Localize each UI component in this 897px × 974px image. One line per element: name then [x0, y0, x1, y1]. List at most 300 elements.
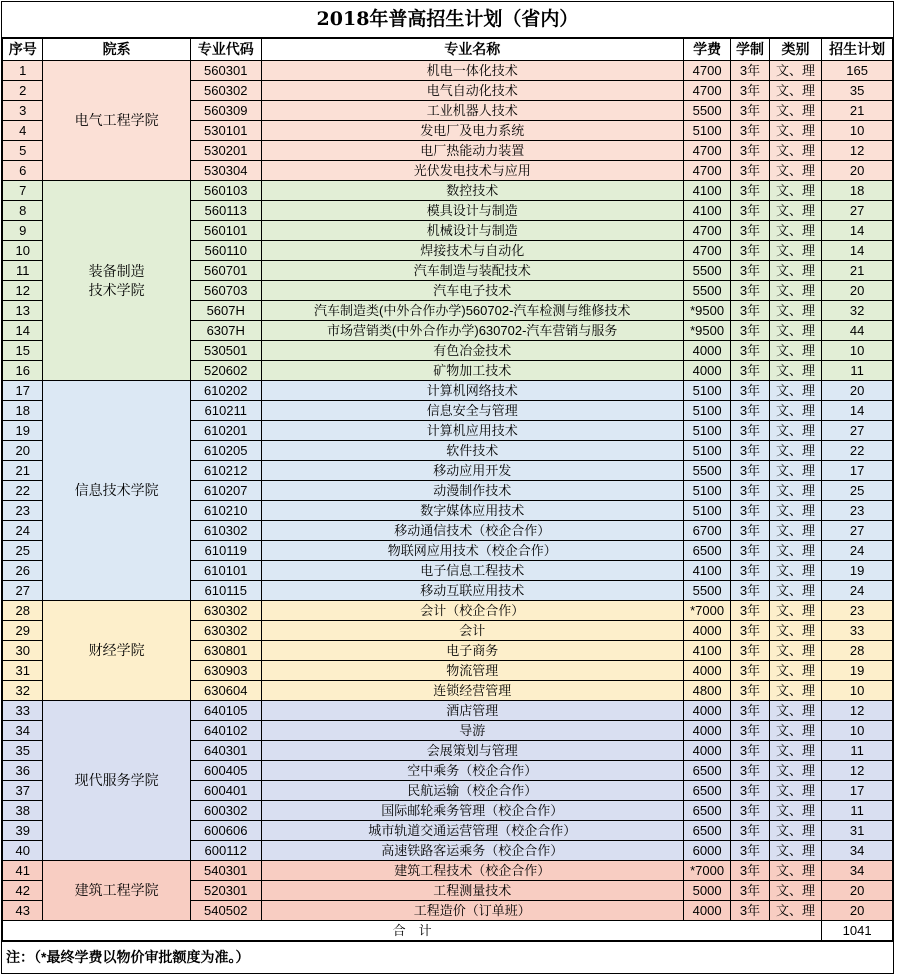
row-major-name: 市场营销类(中外合作办学)630702-汽车营销与服务	[261, 321, 683, 341]
row-system: 3年	[731, 181, 769, 201]
row-code: 610202	[190, 381, 261, 401]
department-name: 建筑工程学院	[74, 882, 159, 898]
row-major-name: 物流管理	[261, 661, 683, 681]
row-category: 文、理	[769, 241, 822, 261]
row-system: 3年	[731, 541, 769, 561]
fee-note: 注：（*最终学费以物价审批额度为准。）	[2, 941, 893, 973]
row-major-name: 机械设计与制造	[261, 221, 683, 241]
row-major-name: 移动应用开发	[261, 461, 683, 481]
department-cell	[43, 701, 190, 861]
row-plan: 28	[822, 641, 893, 661]
row-fee: 5500	[683, 581, 730, 601]
row-seq: 28	[3, 601, 43, 621]
row-fee: 4100	[683, 201, 730, 221]
department-name: 技术学院	[88, 281, 145, 298]
row-code: 560701	[190, 261, 261, 281]
row-seq: 4	[3, 121, 43, 141]
row-system: 3年	[731, 501, 769, 521]
row-seq: 30	[3, 641, 43, 661]
row-major-name: 汽车制造类(中外合作办学)560702-汽车检测与维修技术	[261, 301, 683, 321]
row-category: 文、理	[769, 381, 822, 401]
row-category: 文、理	[769, 281, 822, 301]
row-fee: 4100	[683, 181, 730, 201]
header-fee: 学费	[683, 39, 730, 61]
row-code: 520602	[190, 361, 261, 381]
row-fee: 4100	[683, 561, 730, 581]
row-plan: 34	[822, 861, 893, 881]
row-plan: 11	[822, 361, 893, 381]
row-category: 文、理	[769, 801, 822, 821]
row-plan: 20	[822, 281, 893, 301]
department-name: 电气工程学院	[74, 112, 159, 128]
row-category: 文、理	[769, 681, 822, 701]
row-major-name: 焊接技术与自动化	[261, 241, 683, 261]
row-major-name: 会计	[261, 621, 683, 641]
row-seq: 9	[3, 221, 43, 241]
row-system: 3年	[731, 661, 769, 681]
row-category: 文、理	[769, 541, 822, 561]
row-seq: 43	[3, 901, 43, 921]
row-seq: 5	[3, 141, 43, 161]
row-plan: 11	[822, 741, 893, 761]
row-system: 3年	[731, 801, 769, 821]
row-plan: 20	[822, 901, 893, 921]
row-category: 文、理	[769, 261, 822, 281]
row-seq: 21	[3, 461, 43, 481]
row-plan: 31	[822, 821, 893, 841]
row-system: 3年	[731, 461, 769, 481]
row-category: 文、理	[769, 561, 822, 581]
department-name: 信息技术学院	[74, 482, 159, 498]
row-system: 3年	[731, 401, 769, 421]
row-system: 3年	[731, 161, 769, 181]
row-fee: 4000	[683, 721, 730, 741]
row-category: 文、理	[769, 861, 822, 881]
row-system: 3年	[731, 261, 769, 281]
row-major-name: 计算机网络技术	[261, 381, 683, 401]
row-seq: 31	[3, 661, 43, 681]
row-system: 3年	[731, 281, 769, 301]
row-fee: 6500	[683, 761, 730, 781]
row-plan: 27	[822, 421, 893, 441]
row-major-name: 酒店管理	[261, 701, 683, 721]
row-system: 3年	[731, 581, 769, 601]
row-major-name: 汽车制造与装配技术	[261, 261, 683, 281]
row-seq: 24	[3, 521, 43, 541]
row-system: 3年	[731, 241, 769, 261]
row-major-name: 发电厂及电力系统	[261, 121, 683, 141]
table-row	[3, 61, 893, 81]
row-fee: 4000	[683, 741, 730, 761]
row-system: 3年	[731, 521, 769, 541]
department-cell	[43, 861, 190, 921]
row-seq: 6	[3, 161, 43, 181]
sheet-title: 2018年普高招生计划（省内）	[2, 2, 893, 38]
row-code: 640102	[190, 721, 261, 741]
row-fee: 4000	[683, 661, 730, 681]
row-plan: 17	[822, 461, 893, 481]
row-code: 560103	[190, 181, 261, 201]
row-system: 3年	[731, 761, 769, 781]
row-plan: 24	[822, 581, 893, 601]
row-major-name: 民航运输（校企合作）	[261, 781, 683, 801]
row-fee: 5100	[683, 481, 730, 501]
row-category: 文、理	[769, 181, 822, 201]
row-category: 文、理	[769, 761, 822, 781]
row-major-name: 连锁经营管理	[261, 681, 683, 701]
row-fee: 4700	[683, 221, 730, 241]
row-major-name: 工程测量技术	[261, 881, 683, 901]
row-code: 530304	[190, 161, 261, 181]
row-seq: 10	[3, 241, 43, 261]
row-seq: 34	[3, 721, 43, 741]
row-category: 文、理	[769, 481, 822, 501]
header-system: 学制	[731, 39, 769, 61]
row-category: 文、理	[769, 901, 822, 921]
row-system: 3年	[731, 561, 769, 581]
row-major-name: 模具设计与制造	[261, 201, 683, 221]
row-code: 610210	[190, 501, 261, 521]
row-seq: 27	[3, 581, 43, 601]
row-plan: 12	[822, 761, 893, 781]
row-fee: *7000	[683, 601, 730, 621]
row-code: 6307H	[190, 321, 261, 341]
row-system: 3年	[731, 721, 769, 741]
row-major-name: 电子商务	[261, 641, 683, 661]
row-system: 3年	[731, 901, 769, 921]
row-fee: 4000	[683, 901, 730, 921]
row-seq: 38	[3, 801, 43, 821]
header-row	[3, 39, 893, 61]
row-system: 3年	[731, 361, 769, 381]
row-category: 文、理	[769, 521, 822, 541]
row-category: 文、理	[769, 641, 822, 661]
row-fee: 5100	[683, 121, 730, 141]
row-code: 610207	[190, 481, 261, 501]
row-plan: 14	[822, 401, 893, 421]
row-system: 3年	[731, 841, 769, 861]
row-seq: 23	[3, 501, 43, 521]
row-category: 文、理	[769, 741, 822, 761]
row-code: 600112	[190, 841, 261, 861]
row-major-name: 会展策划与管理	[261, 741, 683, 761]
row-major-name: 导游	[261, 721, 683, 741]
header-name: 专业名称	[261, 39, 683, 61]
row-category: 文、理	[769, 401, 822, 421]
row-seq: 15	[3, 341, 43, 361]
row-system: 3年	[731, 441, 769, 461]
row-plan: 22	[822, 441, 893, 461]
row-category: 文、理	[769, 721, 822, 741]
row-fee: 6500	[683, 541, 730, 561]
row-code: 610302	[190, 521, 261, 541]
row-major-name: 电气自动化技术	[261, 81, 683, 101]
row-system: 3年	[731, 821, 769, 841]
row-seq: 37	[3, 781, 43, 801]
row-system: 3年	[731, 61, 769, 81]
row-plan: 32	[822, 301, 893, 321]
header-code: 专业代码	[190, 39, 261, 61]
row-system: 3年	[731, 861, 769, 881]
row-seq: 13	[3, 301, 43, 321]
row-code: 520301	[190, 881, 261, 901]
row-fee: 6500	[683, 781, 730, 801]
row-fee: 6700	[683, 521, 730, 541]
row-code: 530501	[190, 341, 261, 361]
row-category: 文、理	[769, 161, 822, 181]
row-plan: 35	[822, 81, 893, 101]
row-fee: 5100	[683, 381, 730, 401]
row-code: 600302	[190, 801, 261, 821]
table-row	[3, 701, 893, 721]
row-category: 文、理	[769, 881, 822, 901]
row-major-name: 动漫制作技术	[261, 481, 683, 501]
row-seq: 11	[3, 261, 43, 281]
row-major-name: 高速铁路客运乘务（校企合作）	[261, 841, 683, 861]
row-system: 3年	[731, 741, 769, 761]
row-plan: 24	[822, 541, 893, 561]
row-fee: 5500	[683, 101, 730, 121]
row-seq: 33	[3, 701, 43, 721]
row-code: 610119	[190, 541, 261, 561]
row-code: 560302	[190, 81, 261, 101]
row-plan: 10	[822, 121, 893, 141]
row-category: 文、理	[769, 361, 822, 381]
row-code: 560110	[190, 241, 261, 261]
header-plan: 招生计划	[822, 39, 893, 61]
department-cell	[43, 601, 190, 701]
row-seq: 35	[3, 741, 43, 761]
row-seq: 36	[3, 761, 43, 781]
row-code: 610205	[190, 441, 261, 461]
row-fee: 4700	[683, 161, 730, 181]
row-plan: 18	[822, 181, 893, 201]
row-code: 560309	[190, 101, 261, 121]
row-fee: 4700	[683, 241, 730, 261]
row-major-name: 机电一体化技术	[261, 61, 683, 81]
row-code: 560301	[190, 61, 261, 81]
row-fee: 4000	[683, 361, 730, 381]
row-code: 640301	[190, 741, 261, 761]
row-major-name: 移动互联应用技术	[261, 581, 683, 601]
row-fee: 4700	[683, 81, 730, 101]
row-fee: 4000	[683, 341, 730, 361]
row-fee: 5100	[683, 401, 730, 421]
row-code: 610115	[190, 581, 261, 601]
row-code: 630302	[190, 601, 261, 621]
row-plan: 20	[822, 881, 893, 901]
header-dept: 院系	[43, 39, 190, 61]
row-code: 610101	[190, 561, 261, 581]
row-category: 文、理	[769, 821, 822, 841]
row-major-name: 空中乘务（校企合作）	[261, 761, 683, 781]
row-major-name: 物联网应用技术（校企合作）	[261, 541, 683, 561]
row-major-name: 矿物加工技术	[261, 361, 683, 381]
row-plan: 44	[822, 321, 893, 341]
row-category: 文、理	[769, 61, 822, 81]
row-plan: 23	[822, 601, 893, 621]
row-system: 3年	[731, 81, 769, 101]
row-system: 3年	[731, 141, 769, 161]
row-category: 文、理	[769, 221, 822, 241]
row-major-name: 数字媒体应用技术	[261, 501, 683, 521]
row-fee: 4700	[683, 61, 730, 81]
row-code: 600401	[190, 781, 261, 801]
row-code: 610201	[190, 421, 261, 441]
row-category: 文、理	[769, 421, 822, 441]
row-category: 文、理	[769, 441, 822, 461]
row-system: 3年	[731, 381, 769, 401]
row-fee: 5500	[683, 281, 730, 301]
row-system: 3年	[731, 101, 769, 121]
row-seq: 40	[3, 841, 43, 861]
row-plan: 21	[822, 101, 893, 121]
row-category: 文、理	[769, 601, 822, 621]
row-plan: 27	[822, 201, 893, 221]
row-code: 630604	[190, 681, 261, 701]
row-major-name: 有色冶金技术	[261, 341, 683, 361]
row-code: 530101	[190, 121, 261, 141]
row-major-name: 城市轨道交通运营管理（校企合作）	[261, 821, 683, 841]
row-fee: 4700	[683, 141, 730, 161]
row-category: 文、理	[769, 841, 822, 861]
row-category: 文、理	[769, 461, 822, 481]
row-major-name: 工程造价（订单班）	[261, 901, 683, 921]
row-system: 3年	[731, 341, 769, 361]
row-seq: 2	[3, 81, 43, 101]
row-fee: 5500	[683, 261, 730, 281]
row-system: 3年	[731, 881, 769, 901]
row-major-name: 计算机应用技术	[261, 421, 683, 441]
row-major-name: 电厂热能动力装置	[261, 141, 683, 161]
department-name: 装备制造	[88, 262, 145, 279]
table-row	[3, 601, 893, 621]
row-major-name: 建筑工程技术（校企合作）	[261, 861, 683, 881]
row-code: 540301	[190, 861, 261, 881]
row-system: 3年	[731, 681, 769, 701]
row-fee: 4000	[683, 621, 730, 641]
row-category: 文、理	[769, 781, 822, 801]
row-code: 600606	[190, 821, 261, 841]
row-seq: 41	[3, 861, 43, 881]
row-seq: 17	[3, 381, 43, 401]
row-plan: 17	[822, 781, 893, 801]
row-system: 3年	[731, 481, 769, 501]
row-plan: 25	[822, 481, 893, 501]
row-system: 3年	[731, 781, 769, 801]
row-seq: 14	[3, 321, 43, 341]
row-category: 文、理	[769, 301, 822, 321]
row-system: 3年	[731, 301, 769, 321]
row-major-name: 移动通信技术（校企合作）	[261, 521, 683, 541]
row-seq: 19	[3, 421, 43, 441]
department-name: 财经学院	[88, 642, 145, 658]
row-code: 640105	[190, 701, 261, 721]
table-row	[3, 861, 893, 881]
row-fee: *7000	[683, 861, 730, 881]
total-row	[3, 921, 893, 941]
row-fee: 6500	[683, 821, 730, 841]
row-category: 文、理	[769, 501, 822, 521]
row-category: 文、理	[769, 701, 822, 721]
row-system: 3年	[731, 201, 769, 221]
row-seq: 42	[3, 881, 43, 901]
row-seq: 12	[3, 281, 43, 301]
row-fee: *9500	[683, 321, 730, 341]
row-plan: 14	[822, 221, 893, 241]
row-plan: 34	[822, 841, 893, 861]
row-category: 文、理	[769, 201, 822, 221]
row-code: 630801	[190, 641, 261, 661]
row-system: 3年	[731, 221, 769, 241]
row-category: 文、理	[769, 341, 822, 361]
row-code: 610211	[190, 401, 261, 421]
row-system: 3年	[731, 121, 769, 141]
row-code: 560703	[190, 281, 261, 301]
table-row	[3, 181, 893, 201]
row-seq: 26	[3, 561, 43, 581]
row-system: 3年	[731, 421, 769, 441]
row-plan: 10	[822, 721, 893, 741]
row-seq: 29	[3, 621, 43, 641]
row-category: 文、理	[769, 121, 822, 141]
row-plan: 20	[822, 161, 893, 181]
header-seq: 序号	[3, 39, 43, 61]
row-plan: 12	[822, 701, 893, 721]
row-code: 630302	[190, 621, 261, 641]
row-fee: 5100	[683, 501, 730, 521]
row-category: 文、理	[769, 141, 822, 161]
row-seq: 1	[3, 61, 43, 81]
row-seq: 8	[3, 201, 43, 221]
table-row	[3, 381, 893, 401]
row-fee: 5000	[683, 881, 730, 901]
total-value: 1041	[822, 921, 893, 941]
row-code: 600405	[190, 761, 261, 781]
row-category: 文、理	[769, 81, 822, 101]
row-plan: 14	[822, 241, 893, 261]
row-code: 610212	[190, 461, 261, 481]
row-plan: 11	[822, 801, 893, 821]
row-fee: 4100	[683, 641, 730, 661]
row-seq: 18	[3, 401, 43, 421]
row-seq: 22	[3, 481, 43, 501]
row-system: 3年	[731, 641, 769, 661]
row-plan: 10	[822, 681, 893, 701]
row-category: 文、理	[769, 321, 822, 341]
row-major-name: 国际邮轮乘务管理（校企合作）	[261, 801, 683, 821]
row-seq: 3	[3, 101, 43, 121]
row-system: 3年	[731, 621, 769, 641]
row-fee: 4800	[683, 681, 730, 701]
row-fee: 5100	[683, 421, 730, 441]
row-plan: 21	[822, 261, 893, 281]
row-category: 文、理	[769, 621, 822, 641]
row-plan: 27	[822, 521, 893, 541]
row-seq: 39	[3, 821, 43, 841]
row-major-name: 软件技术	[261, 441, 683, 461]
row-major-name: 电子信息工程技术	[261, 561, 683, 581]
enrollment-table	[2, 38, 893, 941]
row-major-name: 会计（校企合作）	[261, 601, 683, 621]
row-plan: 20	[822, 381, 893, 401]
row-category: 文、理	[769, 581, 822, 601]
table-body	[3, 61, 893, 921]
enrollment-plan-sheet	[1, 1, 894, 974]
row-seq: 20	[3, 441, 43, 461]
row-plan: 33	[822, 621, 893, 641]
row-fee: 6000	[683, 841, 730, 861]
